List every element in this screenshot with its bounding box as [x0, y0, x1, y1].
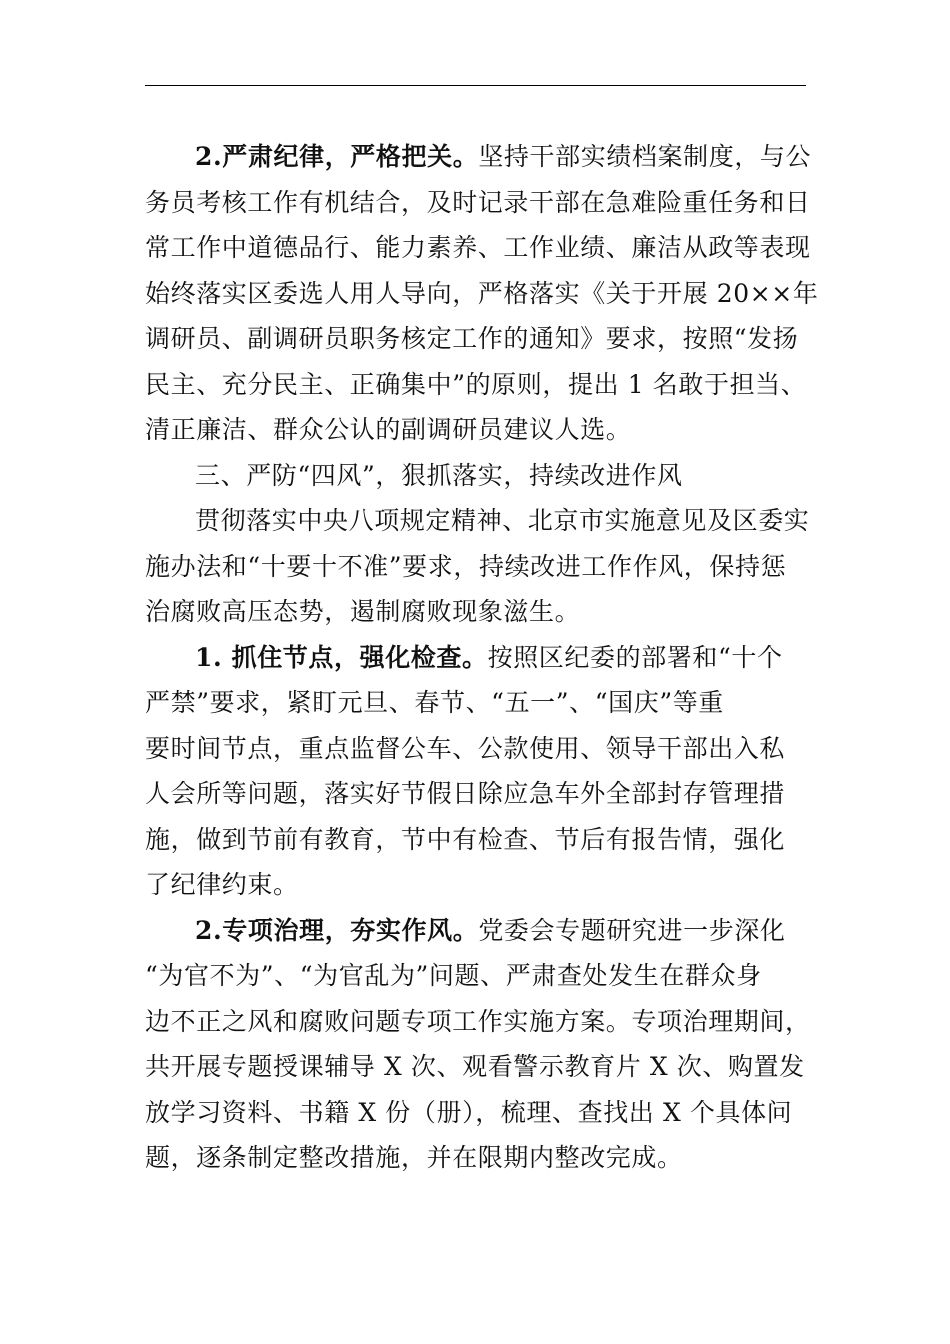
document-body	[145, 134, 819, 1181]
paragraph-lead: 2.严肃纪律，严格把关。	[195, 142, 479, 171]
paragraph-line: 务员考核工作有机结合，及时记录干部在急难险重任务和日	[145, 187, 811, 217]
paragraph-line: 题，逐条制定整改措施，并在限期内整改完成。	[145, 1143, 683, 1172]
paragraph-line: 严禁”要求，紧盯元旦、春节、“五一”、“国庆”等重	[145, 688, 724, 717]
paragraph-line	[145, 134, 812, 180]
paragraph-special-governance	[145, 908, 811, 1181]
paragraph-line: 始终落实区委选人用人导向，严格落实《关于开展 20××年	[145, 278, 819, 308]
paragraph-lead: 2.专项治理，夯实作风。	[195, 915, 479, 945]
paragraph-line: 人会所等问题，落实好节假日除应急车外全部封存管理措	[145, 779, 786, 808]
paragraph-line: 治腐败高压态势，遏制腐败现象滋生。	[145, 597, 581, 626]
paragraph-line: 常工作中道德品行、能力素养、工作业绩、廉洁从政等表现	[145, 233, 811, 262]
paragraph-line: “为官不为”、“为官乱为”问题、严肃查处发生在群众身	[145, 961, 762, 990]
header-rule	[145, 85, 806, 86]
paragraph-line: 放学习资料、书籍 X 份（册），梳理、查找出 X 个具体问	[145, 1097, 793, 1127]
paragraph-line	[145, 908, 806, 954]
paragraph-text: 党委会专题研究进一步深化	[478, 915, 786, 945]
paragraph-line: 贯彻落实中央八项规定精神、北京市实施意见及区委实	[195, 506, 810, 535]
paragraph-line: 调研员、副调研员职务核定工作的通知》要求，按照“发扬	[145, 324, 799, 353]
paragraph-line: 施办法和“十要十不准”要求，持续改进工作作风，保持惩	[145, 551, 787, 581]
paragraph-checkpoints	[145, 635, 806, 908]
section-heading-text: 三、严防“四风”，狠抓落实，持续改进作风	[195, 460, 683, 490]
paragraph-line: 共开展专题授课辅导 X 次、观看警示教育片 X 次、购置发	[145, 1052, 805, 1081]
paragraph-line: 清正廉洁、群众公认的副调研员建议人选。	[145, 415, 632, 444]
paragraph-discipline	[145, 134, 819, 453]
paragraph-line: 施，做到节前有教育，节中有检查、节后有报告情，强化	[145, 824, 786, 854]
paragraph-line	[145, 635, 806, 681]
paragraph-line: 了纪律约束。	[145, 870, 299, 899]
paragraph-line: 民主、充分民主、正确集中”的原则，提出 1 名敢于担当、	[145, 369, 807, 399]
paragraph-lead: 1. 抓住节点，强化检查。	[195, 642, 488, 672]
paragraph-line: 要时间节点，重点监督公车、公款使用、领导干部出入私	[145, 733, 786, 763]
paragraph-text: 坚持干部实绩档案制度，与公	[478, 142, 812, 171]
paragraph-line: 边不正之风和腐败问题专项工作实施方案。专项治理期间，	[145, 1006, 811, 1036]
paragraph-text: 按照区纪委的部署和“十个	[487, 642, 783, 672]
paragraph-intro	[145, 498, 810, 635]
section-heading	[145, 453, 806, 499]
